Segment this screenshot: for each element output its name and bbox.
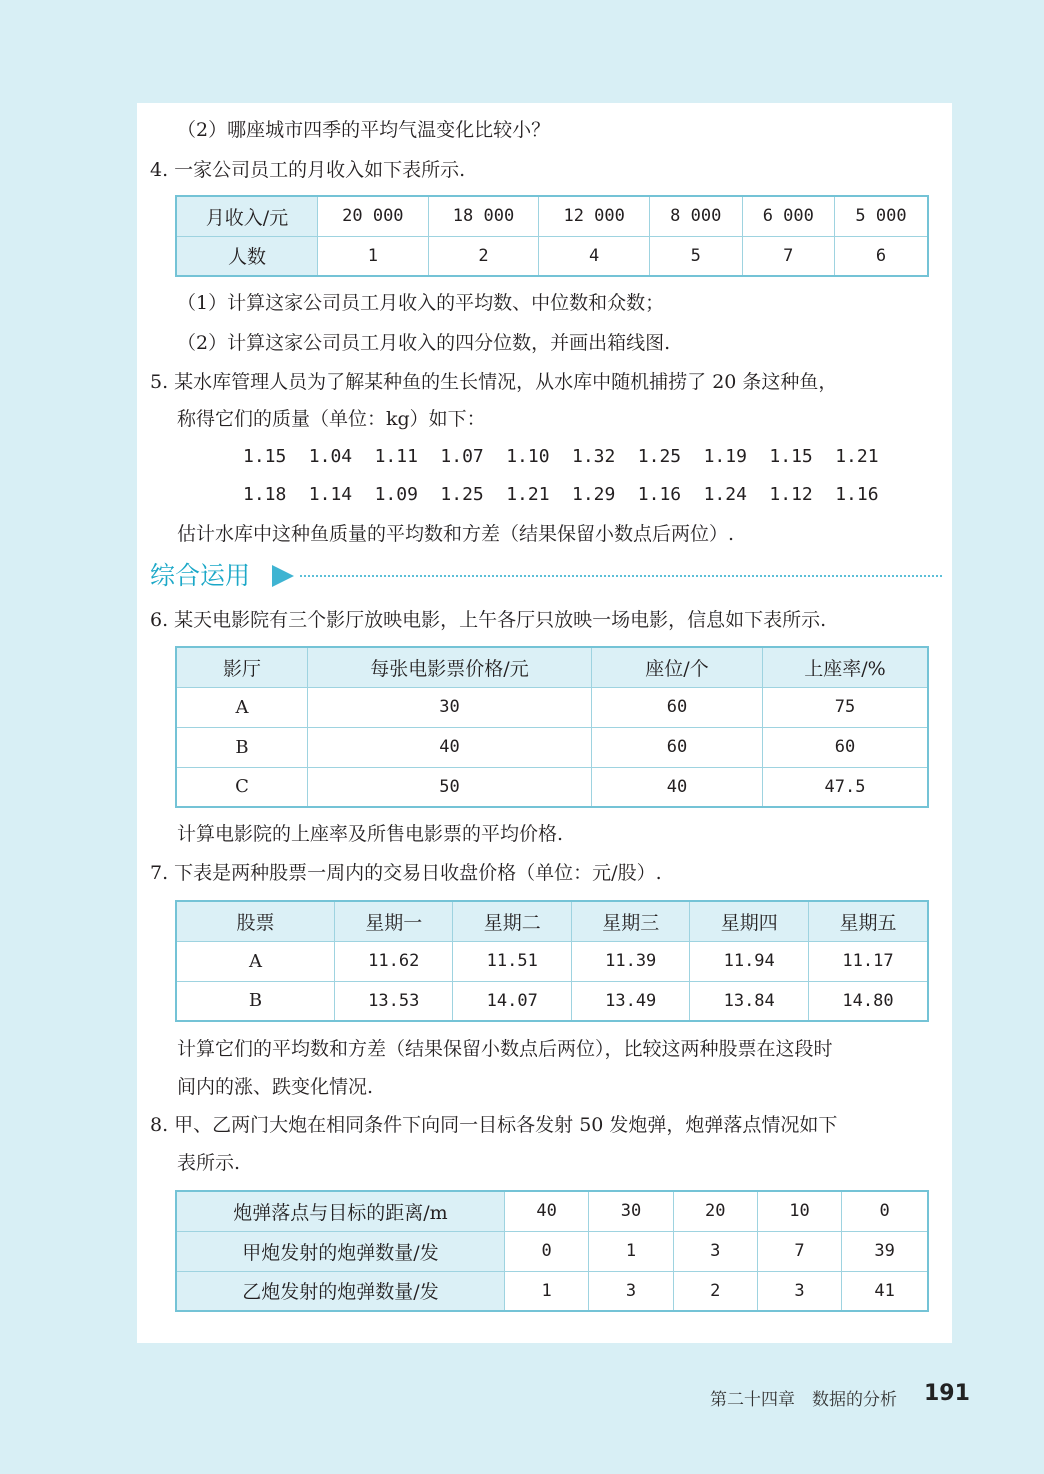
page-number: 191 — [924, 1381, 970, 1406]
q4-count-cell: 2 — [428, 236, 539, 276]
q4-count-cell: 6 — [835, 236, 928, 276]
q6-cell: 30 — [308, 687, 592, 727]
q7-header-cell: 星期一 — [335, 901, 453, 941]
q7-cell: 13.84 — [690, 981, 808, 1021]
q7-stem: 7. 下表是两种股票一周内的交易日收盘价格（单位：元/股）. — [150, 862, 662, 884]
q5-question: 估计水库中这种鱼质量的平均数和方差（结果保留小数点后两位）. — [177, 523, 735, 545]
q8-cell: 3 — [757, 1271, 841, 1311]
q3-sub2: （2）哪座城市四季的平均气温变化比较小？ — [177, 119, 551, 141]
fish-mass-value: 1.21 — [506, 484, 550, 505]
q6-cell: 50 — [308, 767, 592, 807]
q7-cell: 11.51 — [453, 941, 571, 981]
fish-mass-value: 1.16 — [637, 484, 682, 505]
q7-cell: B — [176, 981, 335, 1021]
section-title: 综合运用 — [150, 561, 251, 590]
q6-cell: 75 — [763, 687, 929, 727]
q8-stem-line1: 8. 甲、乙两门大炮在相同条件下向同一目标各发射 50 发炮弹，炮弹落点情况如下 — [150, 1114, 838, 1136]
q6-question: 计算电影院的上座率及所售电影票的平均价格. — [177, 823, 564, 845]
q6-header-cell: 每张电影票价格/元 — [308, 647, 592, 687]
q7-cell: 11.39 — [571, 941, 689, 981]
q4-stem: 4. 一家公司员工的月收入如下表所示. — [150, 159, 466, 181]
q8-cell: 41 — [842, 1271, 928, 1311]
q6-header-cell: 座位/个 — [592, 647, 763, 687]
fish-mass-value: 1.14 — [308, 484, 353, 505]
q6-cell: 60 — [592, 687, 763, 727]
fish-mass-value: 1.12 — [769, 484, 813, 505]
q7-cell: 13.53 — [335, 981, 453, 1021]
q8-cell: 0 — [505, 1231, 589, 1271]
q7-cell: 13.49 — [571, 981, 689, 1021]
q5-stem-line2: 称得它们的质量（单位：kg）如下： — [177, 408, 486, 430]
q8-cell: 20 — [673, 1191, 757, 1231]
q8-row-label: 甲炮发射的炮弹数量/发 — [176, 1231, 505, 1271]
q7-cell: A — [176, 941, 335, 981]
q8-cell: 30 — [589, 1191, 673, 1231]
q8-cell: 3 — [589, 1271, 673, 1311]
q4-income-cell: 20 000 — [318, 196, 429, 236]
fish-mass-value: 1.09 — [374, 484, 418, 505]
q7-header-cell: 星期二 — [453, 901, 571, 941]
q7-header-cell: 股票 — [176, 901, 335, 941]
q4-count-cell: 4 — [539, 236, 650, 276]
fish-mass-value: 1.15 — [243, 446, 287, 467]
q6-cell: B — [176, 727, 308, 767]
q8-cell: 2 — [673, 1271, 757, 1311]
fish-mass-value: 1.07 — [440, 446, 484, 467]
q6-cinema-table — [175, 646, 929, 808]
q8-cell: 3 — [673, 1231, 757, 1271]
section-arrow-icon — [272, 565, 294, 587]
q4-row-label-income: 月收入/元 — [176, 196, 318, 236]
q6-cell: A — [176, 687, 308, 727]
q7-cell: 11.62 — [335, 941, 453, 981]
q4-count-cell: 7 — [742, 236, 835, 276]
q4-sub1: （1）计算这家公司员工月收入的平均数、中位数和众数； — [177, 292, 665, 314]
q6-header-cell: 上座率/% — [763, 647, 929, 687]
fish-mass-value: 1.16 — [835, 484, 879, 505]
q6-cell: 40 — [592, 767, 763, 807]
q7-cell: 14.80 — [808, 981, 928, 1021]
q4-row-label-count: 人数 — [176, 236, 318, 276]
q7-question-line2: 间内的涨、跌变化情况. — [177, 1076, 374, 1098]
q7-stock-table — [175, 900, 929, 1022]
fish-mass-value: 1.15 — [769, 446, 813, 467]
fish-mass-value: 1.10 — [506, 446, 550, 467]
q4-income-table — [175, 195, 929, 277]
q6-cell: 60 — [763, 727, 929, 767]
q7-header-cell: 星期四 — [690, 901, 808, 941]
q6-cell: 60 — [592, 727, 763, 767]
q8-cell: 39 — [842, 1231, 928, 1271]
q4-income-cell: 12 000 — [539, 196, 650, 236]
q8-row-label: 炮弹落点与目标的距离/m — [176, 1191, 505, 1231]
q7-cell: 14.07 — [453, 981, 571, 1021]
fish-mass-value: 1.04 — [308, 446, 353, 467]
q4-count-cell: 1 — [318, 236, 429, 276]
q8-cell: 40 — [505, 1191, 589, 1231]
q4-count-cell: 5 — [650, 236, 743, 276]
section-header — [150, 558, 942, 594]
q6-stem: 6. 某天电影院有三个影厅放映电影，上午各厅只放映一场电影，信息如下表所示. — [150, 609, 827, 631]
fish-mass-value: 1.11 — [374, 446, 418, 467]
fish-mass-value: 1.29 — [572, 484, 616, 505]
q8-row-label: 乙炮发射的炮弹数量/发 — [176, 1271, 505, 1311]
q7-header-cell: 星期五 — [808, 901, 928, 941]
q8-artillery-table — [175, 1190, 929, 1312]
q4-sub2: （2）计算这家公司员工月收入的四分位数，并画出箱线图. — [177, 332, 671, 354]
q6-cell: C — [176, 767, 308, 807]
q7-cell: 11.94 — [690, 941, 808, 981]
q8-cell: 0 — [842, 1191, 928, 1231]
q5-stem-line1: 5. 某水库管理人员为了解某种鱼的生长情况，从水库中随机捕捞了 20 条这种鱼， — [150, 371, 838, 393]
q8-cell: 1 — [505, 1271, 589, 1311]
fish-mass-value: 1.25 — [637, 446, 682, 467]
fish-mass-value: 1.32 — [572, 446, 616, 467]
q4-income-cell: 18 000 — [428, 196, 539, 236]
fish-mass-value: 1.25 — [440, 484, 484, 505]
fish-mass-value: 1.19 — [703, 446, 747, 467]
q6-header-cell: 影厅 — [176, 647, 308, 687]
q4-income-cell: 8 000 — [650, 196, 743, 236]
footer-chapter: 第二十四章 数据的分析 — [710, 1390, 897, 1410]
q8-stem-line2: 表所示. — [177, 1152, 241, 1174]
fish-mass-value: 1.18 — [243, 484, 287, 505]
section-divider — [300, 575, 942, 577]
q4-income-cell: 6 000 — [742, 196, 835, 236]
q8-cell: 1 — [589, 1231, 673, 1271]
q6-cell: 47.5 — [763, 767, 929, 807]
q4-income-cell: 5 000 — [835, 196, 928, 236]
q7-cell: 11.17 — [808, 941, 928, 981]
q6-cell: 40 — [308, 727, 592, 767]
fish-mass-value: 1.21 — [835, 446, 879, 467]
fish-mass-value: 1.24 — [703, 484, 747, 505]
q8-cell: 10 — [757, 1191, 841, 1231]
q8-cell: 7 — [757, 1231, 841, 1271]
q7-question-line1: 计算它们的平均数和方差（结果保留小数点后两位），比较这两种股票在这段时 — [177, 1038, 833, 1060]
q7-header-cell: 星期三 — [571, 901, 689, 941]
page-footer — [700, 1381, 970, 1413]
